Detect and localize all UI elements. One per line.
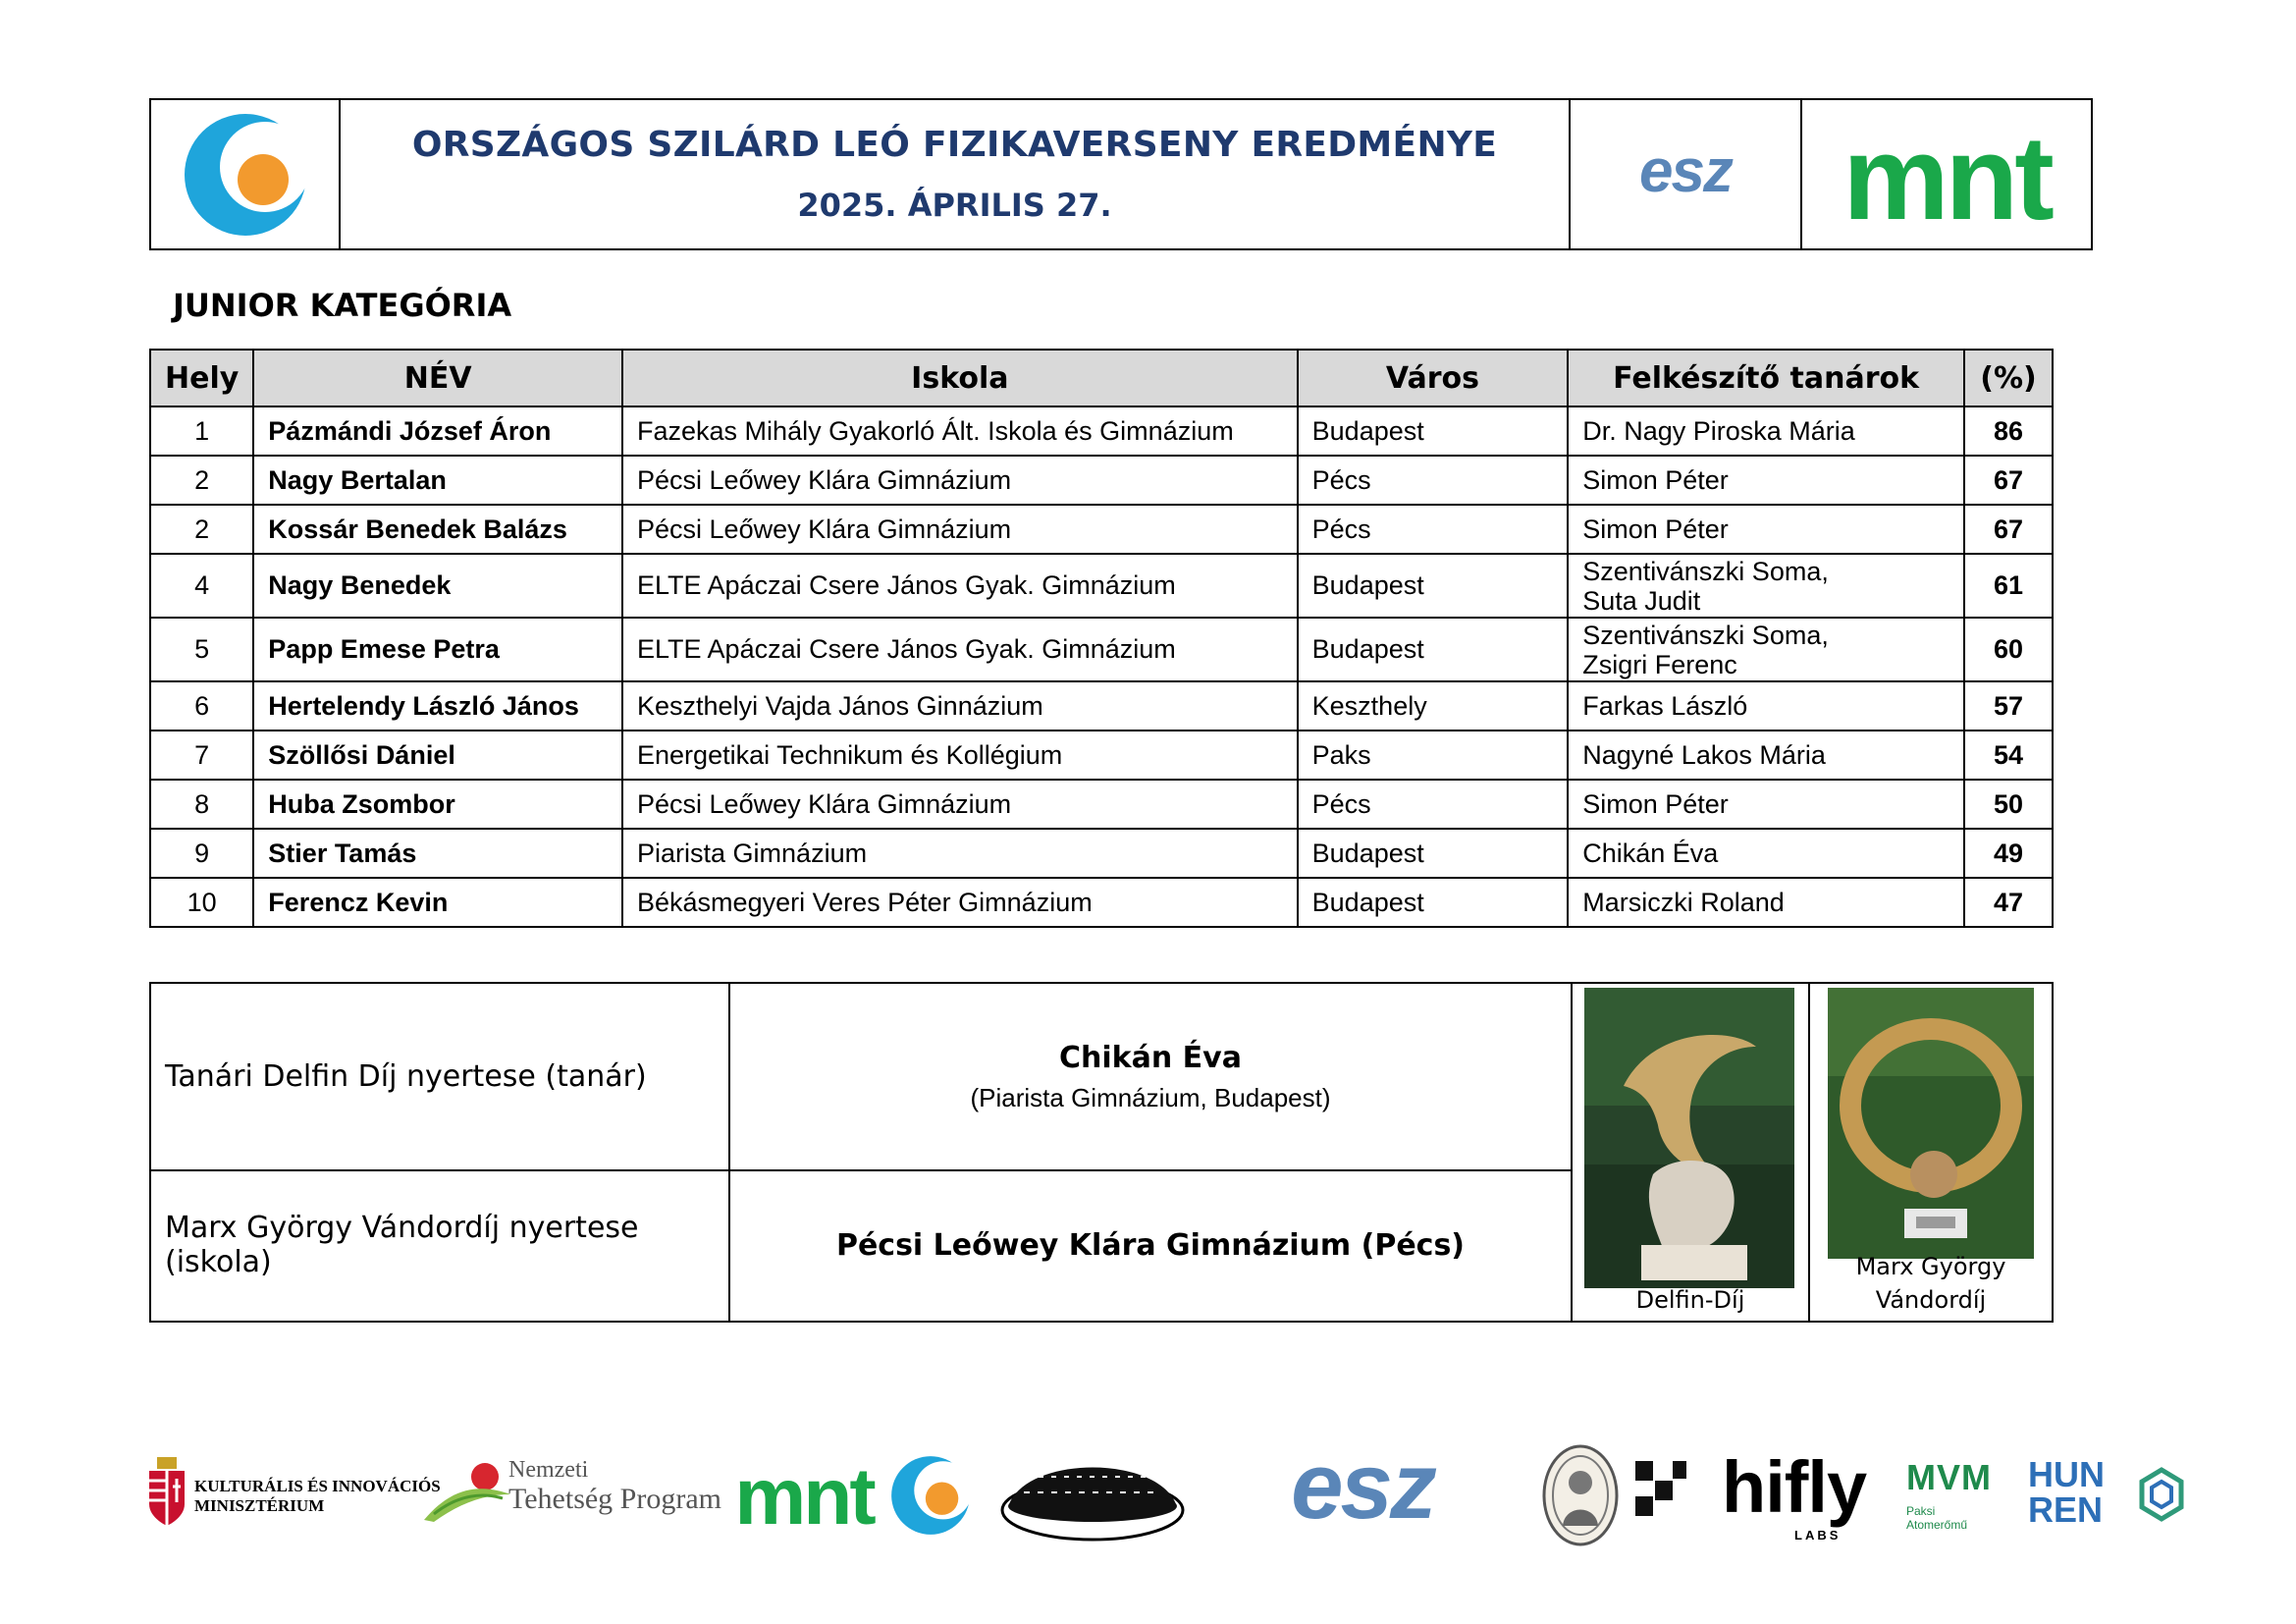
cell-school: Pécsi Leőwey Klára Gimnázium (622, 780, 1298, 829)
cell-place: 8 (150, 780, 253, 829)
svg-text:mnt: mnt (1842, 110, 2051, 244)
category-heading: JUNIOR KATEGÓRIA (173, 287, 512, 324)
cell-teachers (1568, 456, 1964, 505)
dome-logo (999, 1445, 1186, 1548)
svg-text:mnt: mnt (734, 1452, 874, 1542)
cell-place: 4 (150, 554, 253, 618)
teacher-name: Suta Judit (1582, 585, 1701, 616)
hifly-mark-icon (1633, 1459, 1688, 1518)
awards-table (149, 982, 2054, 1323)
cell-percent: 49 (1964, 829, 2053, 878)
cell-school: Pécsi Leőwey Klára Gimnázium (622, 505, 1298, 554)
page-date: 2025. ÁPRILIS 27. (797, 187, 1112, 224)
cell-teachers (1568, 406, 1964, 456)
cell-percent: 67 (1964, 505, 2053, 554)
cell-percent: 54 (1964, 731, 2053, 780)
table-row (150, 829, 2053, 878)
marx-photo-caption-line2: Vándordíj (1875, 1286, 1987, 1314)
cell-teachers (1568, 681, 1964, 731)
col-header-name: NÉV (253, 350, 622, 406)
cell-city: Pécs (1298, 780, 1569, 829)
delfin-award-row (151, 984, 1573, 1171)
table-header-row (150, 350, 2053, 406)
cell-city: Budapest (1298, 829, 1569, 878)
cell-city: Pécs (1298, 505, 1569, 554)
teacher-name: Dr. Nagy Piroska Mária (1582, 416, 1855, 446)
delfin-award-winner-detail: (Piarista Gimnázium, Budapest) (970, 1082, 1331, 1112)
teacher-name: Marsiczki Roland (1582, 888, 1785, 917)
table-row (150, 780, 2053, 829)
teacher-name: Zsigri Ferenc (1582, 649, 1737, 679)
cell-place: 2 (150, 456, 253, 505)
cell-city: Keszthely (1298, 681, 1569, 731)
cell-city: Budapest (1298, 618, 1569, 681)
esz-logo-icon (1597, 136, 1774, 205)
mnt-logo-cell (1802, 100, 2091, 248)
cell-place: 5 (150, 618, 253, 681)
col-header-teachers: Felkészítő tanárok (1568, 350, 1964, 406)
cell-percent: 57 (1964, 681, 2053, 731)
mvm-sub-line1: Paksi (1906, 1504, 1936, 1518)
cell-school: ELTE Apáczai Csere János Gyak. Gimnázium (622, 554, 1298, 618)
cell-school: Keszthelyi Vajda János Ginnázium (622, 681, 1298, 731)
teacher-name: Simon Péter (1582, 514, 1729, 544)
mnt-logo-icon (734, 1452, 874, 1542)
portrait-seal-logo (1541, 1443, 1620, 1552)
ntp-logo-line1: Nemzeti (508, 1457, 589, 1483)
cell-place: 6 (150, 681, 253, 731)
cell-percent: 60 (1964, 618, 2053, 681)
cell-city: Budapest (1298, 554, 1569, 618)
col-header-city: Város (1298, 350, 1569, 406)
crescent-logo-icon (177, 106, 314, 244)
svg-text:esz: esz (1291, 1434, 1434, 1539)
hunren-hex-logo (2138, 1467, 2185, 1527)
dolphin-trophy-photo (1584, 988, 1794, 1288)
marx-photo-caption-line1: Marx György (1855, 1253, 2006, 1280)
cell-name: Papp Emese Petra (253, 618, 622, 681)
mvm-logo (1906, 1457, 1992, 1532)
kim-logo-line2: MINISZTÉRIUM (194, 1496, 325, 1515)
cell-name: Kossár Benedek Balázs (253, 505, 622, 554)
cell-name: Ferencz Kevin (253, 878, 622, 927)
cell-city: Pécs (1298, 456, 1569, 505)
delfin-photo-caption: Delfin-Díj (1635, 1286, 1745, 1314)
table-row (150, 554, 2053, 618)
cell-city: Budapest (1298, 878, 1569, 927)
delfin-award-label: Tanári Delfin Díj nyertese (tanár) (151, 984, 730, 1169)
dome-emblem-icon (999, 1445, 1186, 1543)
cell-teachers (1568, 618, 1964, 681)
marx-award-winner-cell (730, 1169, 1573, 1321)
mnt-small-logo (734, 1452, 874, 1542)
cell-city: Budapest (1298, 406, 1569, 456)
cell-name: Huba Zsombor (253, 780, 622, 829)
marx-photo-caption (1810, 1250, 2052, 1317)
delfin-award-winner: Chikán Éva (1059, 1040, 1242, 1075)
table-row (150, 505, 2053, 554)
cell-name: Stier Tamás (253, 829, 622, 878)
hexagon-icon (2138, 1467, 2185, 1522)
cell-school: Pécsi Leőwey Klára Gimnázium (622, 456, 1298, 505)
cell-teachers (1568, 878, 1964, 927)
cell-percent: 86 (1964, 406, 2053, 456)
teacher-name: Chikán Éva (1582, 839, 1719, 868)
cell-school: Békásmegyeri Veres Péter Gimnázium (622, 878, 1298, 927)
document-header (149, 98, 2093, 250)
cell-school: Energetikai Technikum és Kollégium (622, 731, 1298, 780)
mvm-sub-line2: Atomerőmű (1906, 1518, 1968, 1532)
svg-text:esz: esz (1639, 136, 1732, 205)
sponsor-logo-strip (0, 1434, 2296, 1561)
cell-teachers (1568, 780, 1964, 829)
marx-trophy-photo (1828, 988, 2034, 1259)
table-row (150, 681, 2053, 731)
cell-school: Piarista Gimnázium (622, 829, 1298, 878)
cell-name: Szöllősi Dániel (253, 731, 622, 780)
hunren-line2: REN (2028, 1489, 2104, 1530)
marx-award-winner: Pécsi Leőwey Klára Gimnázium (Pécs) (835, 1227, 1466, 1263)
cell-percent: 50 (1964, 780, 2053, 829)
hifly-wordmark: hifly (1722, 1446, 1867, 1528)
teacher-name: Farkas László (1582, 691, 1748, 721)
cell-percent: 47 (1964, 878, 2053, 927)
cell-percent: 61 (1964, 554, 2053, 618)
col-header-place: Hely (150, 350, 253, 406)
ntp-swoosh-icon (424, 1455, 512, 1524)
col-header-school: Iskola (622, 350, 1298, 406)
cell-place: 7 (150, 731, 253, 780)
esz-logo-icon (1205, 1434, 1520, 1539)
teacher-name: Nagyné Lakos Mária (1582, 740, 1826, 770)
cell-teachers (1568, 731, 1964, 780)
cell-percent: 67 (1964, 456, 2053, 505)
hungarian-coat-of-arms-icon (147, 1457, 187, 1528)
mvm-wordmark: MVM (1906, 1457, 1992, 1497)
marx-award-row (151, 1169, 1573, 1321)
cell-teachers (1568, 554, 1964, 618)
esz-logo-cell (1571, 100, 1802, 248)
results-table (149, 349, 2054, 928)
table-row (150, 456, 2053, 505)
ntp-logo-line2: Tehetség Program (508, 1483, 722, 1515)
crescent-logo-icon (886, 1451, 975, 1540)
org-logo-cell (151, 100, 341, 248)
teacher-name: Szentivánszki Soma, (1582, 556, 1829, 586)
table-row (150, 878, 2053, 927)
hunren-logo (2028, 1454, 2105, 1530)
cell-place: 2 (150, 505, 253, 554)
cell-school: ELTE Apáczai Csere János Gyak. Gimnázium (622, 618, 1298, 681)
table-row (150, 406, 2053, 456)
cell-city: Paks (1298, 731, 1569, 780)
hifly-sub: LABS (1794, 1528, 1842, 1543)
cell-place: 10 (150, 878, 253, 927)
marx-photo-cell (1810, 984, 2052, 1321)
cell-school: Fazekas Mihály Gyakorló Ált. Iskola és Gimnázium (622, 406, 1298, 456)
delfin-award-winner-cell (730, 984, 1573, 1169)
page-title: ORSZÁGOS SZILÁRD LEÓ FIZIKAVERSENY EREDMÉNYE (411, 125, 1498, 165)
teacher-name: Szentivánszki Soma, (1582, 620, 1829, 650)
marx-award-label: Marx György Vándordíj nyertese (iskola) (151, 1169, 730, 1321)
cell-place: 1 (150, 406, 253, 456)
cell-name: Hertelendy László János (253, 681, 622, 731)
table-row (150, 618, 2053, 681)
teacher-name: Simon Péter (1582, 789, 1729, 819)
header-title-cell (341, 100, 1571, 248)
hunren-line1: HUN (2028, 1454, 2105, 1494)
cell-name: Pázmándi József Áron (253, 406, 622, 456)
cell-name: Nagy Benedek (253, 554, 622, 618)
crescent-small-logo (886, 1451, 975, 1544)
teacher-name: Simon Péter (1582, 465, 1729, 495)
col-header-percent: (%) (1964, 350, 2053, 406)
cell-name: Nagy Bertalan (253, 456, 622, 505)
delfin-photo-cell (1573, 984, 1810, 1321)
cell-teachers (1568, 505, 1964, 554)
mnt-logo-icon (1842, 110, 2051, 244)
esz-small-logo (1205, 1434, 1520, 1539)
table-row (150, 731, 2053, 780)
kim-logo-line1: KULTURÁLIS ÉS INNOVÁCIÓS (194, 1477, 441, 1495)
portrait-medal-icon (1541, 1443, 1620, 1547)
cell-place: 9 (150, 829, 253, 878)
cell-teachers (1568, 829, 1964, 878)
